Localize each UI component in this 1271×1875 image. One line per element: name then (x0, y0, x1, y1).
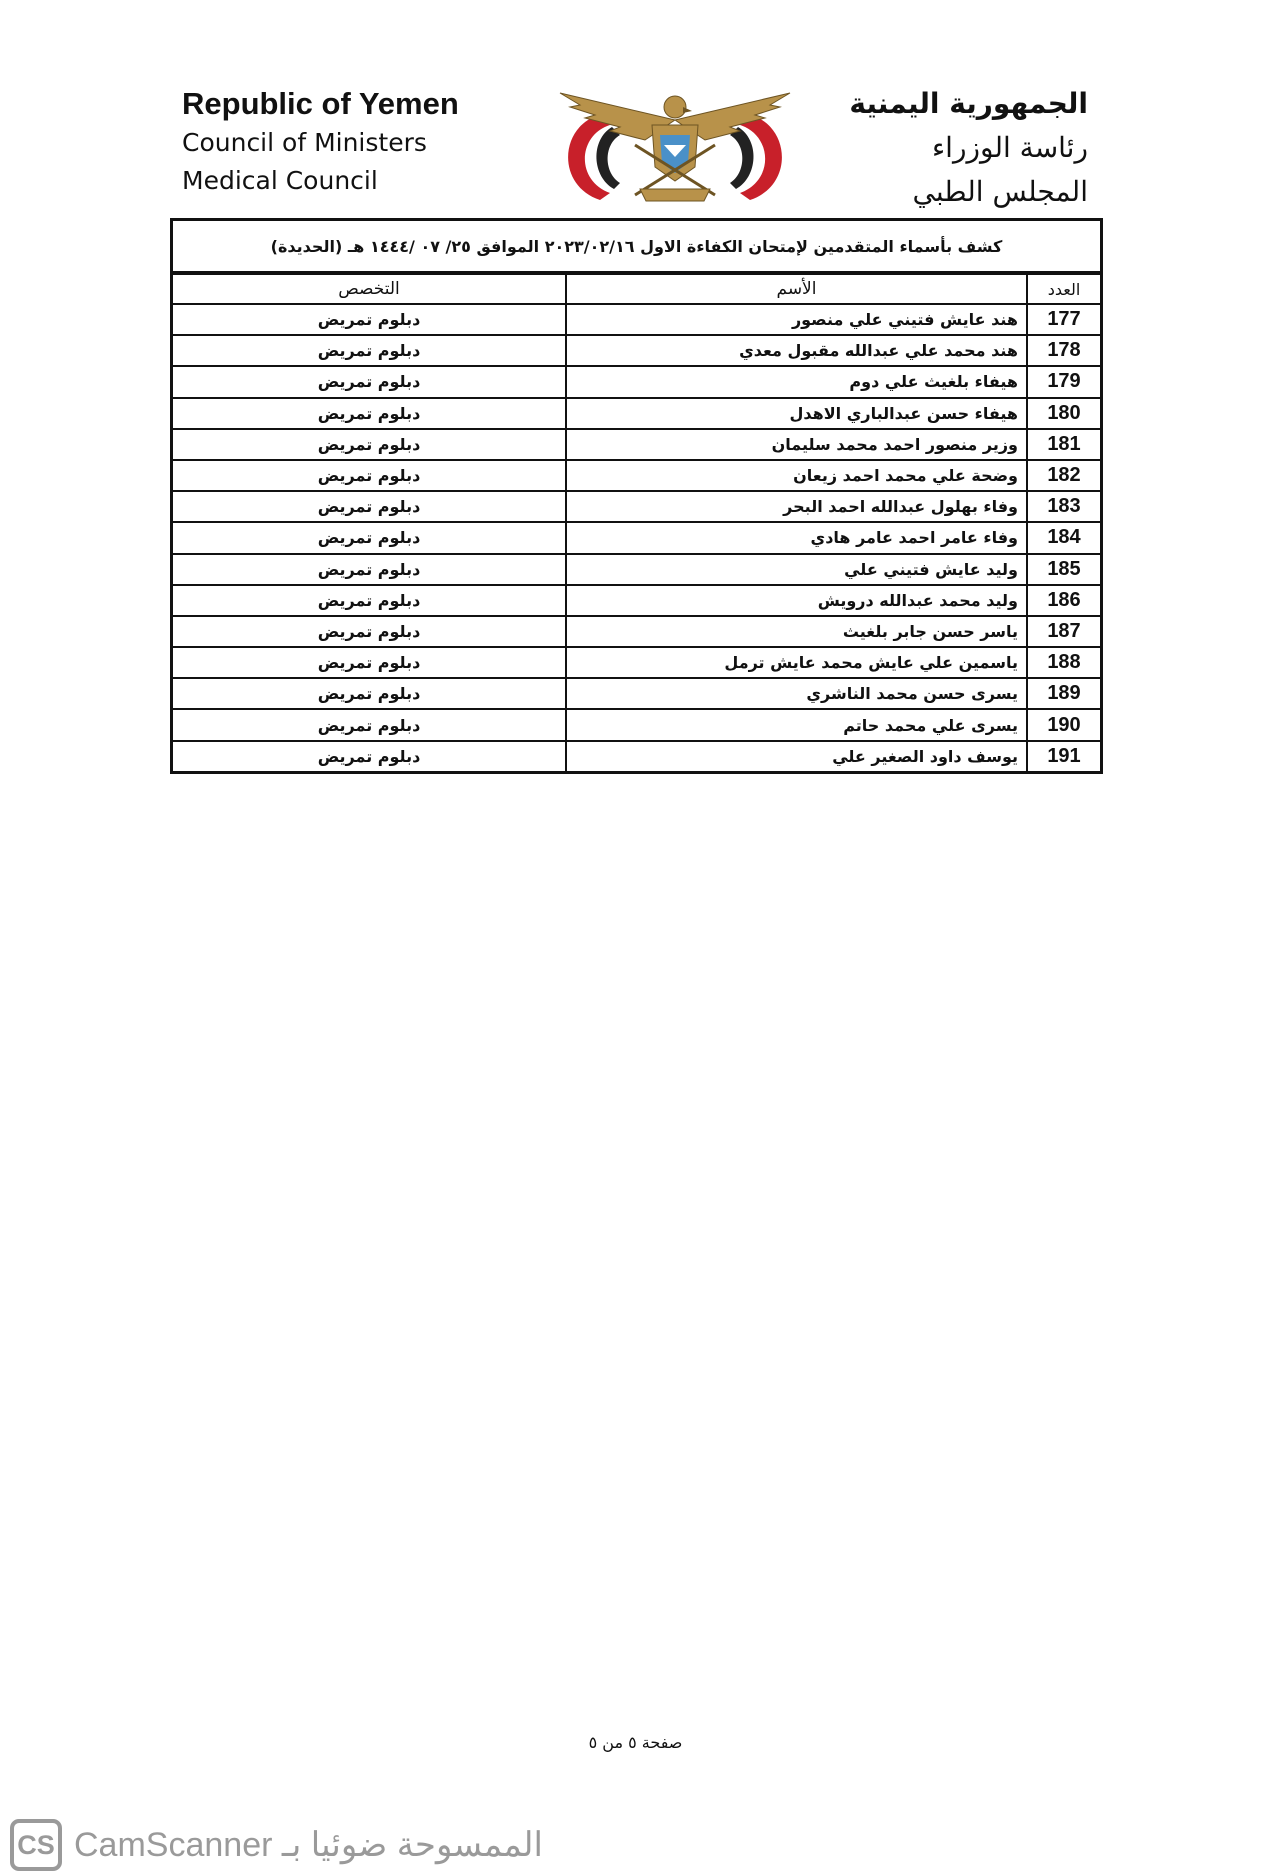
table-row (172, 429, 1102, 460)
row-name: هيفاء بلغيث علي دوم (566, 366, 1027, 397)
arabic-country-name: الجمهورية اليمنية (849, 87, 1088, 120)
row-specialty: دبلوم تمريض (172, 491, 567, 522)
row-number: 182 (1027, 460, 1102, 491)
row-number: 189 (1027, 678, 1102, 709)
table-row (172, 647, 1102, 678)
applicants-table (170, 218, 1103, 774)
row-specialty: دبلوم تمريض (172, 741, 567, 773)
english-council-name: Council of Ministers (182, 128, 427, 157)
row-specialty: دبلوم تمريض (172, 647, 567, 678)
table-row (172, 709, 1102, 740)
english-header (182, 84, 542, 200)
row-number: 185 (1027, 554, 1102, 585)
row-specialty: دبلوم تمريض (172, 616, 567, 647)
row-specialty: دبلوم تمريض (172, 522, 567, 553)
row-name: هند عايش فتيني علي منصور (566, 304, 1027, 335)
table-row (172, 460, 1102, 491)
row-specialty: دبلوم تمريض (172, 398, 567, 429)
row-name: وفاء عامر احمد عامر هادي (566, 522, 1027, 553)
table-header-row (172, 273, 1102, 304)
row-name: هيفاء حسن عبدالباري الاهدل (566, 398, 1027, 429)
row-number: 178 (1027, 335, 1102, 366)
row-name: وزير منصور احمد محمد سليمان (566, 429, 1027, 460)
table-row (172, 741, 1102, 773)
page-number: صفحة ٥ من ٥ (588, 1733, 683, 1752)
table-row (172, 585, 1102, 616)
row-specialty: دبلوم تمريض (172, 304, 567, 335)
row-name: وليد عايش فتيني علي (566, 554, 1027, 585)
row-name: وضحة علي محمد احمد زيعان (566, 460, 1027, 491)
english-medical-council: Medical Council (182, 166, 378, 195)
row-number: 184 (1027, 522, 1102, 553)
row-number: 188 (1027, 647, 1102, 678)
row-name: يوسف داود الصغير علي (566, 741, 1027, 773)
row-number: 181 (1027, 429, 1102, 460)
yemen-eagle-emblem-icon (540, 85, 810, 205)
row-name: وليد محمد عبدالله درويش (566, 585, 1027, 616)
camscanner-text: CamScanner الممسوحة ضوئيا بـ (74, 1826, 543, 1864)
camscanner-watermark (10, 1815, 543, 1875)
arabic-header (788, 82, 1088, 214)
row-name: ياسمين علي عايش محمد عايش ترمل (566, 647, 1027, 678)
camscanner-logo-icon: CS (10, 1819, 62, 1871)
arabic-council-name: رئاسة الوزراء (932, 131, 1088, 164)
table-row (172, 491, 1102, 522)
table-row (172, 616, 1102, 647)
row-number: 191 (1027, 741, 1102, 773)
row-number: 180 (1027, 398, 1102, 429)
row-specialty: دبلوم تمريض (172, 460, 567, 491)
row-number: 183 (1027, 491, 1102, 522)
table-title: كشف بأسماء المتقدمين لإمتحان الكفاءة الاول ٢٠٢٣/٠٢/١٦ الموافق ٢٥/ ٠٧ /١٤٤٤ هـ (الحديدة) (172, 220, 1102, 274)
table-row (172, 335, 1102, 366)
row-name: ياسر حسن جابر بلغيث (566, 616, 1027, 647)
table-row (172, 678, 1102, 709)
row-name: يسرى علي محمد حاتم (566, 709, 1027, 740)
row-name: يسرى حسن محمد الناشري (566, 678, 1027, 709)
row-number: 186 (1027, 585, 1102, 616)
row-number: 187 (1027, 616, 1102, 647)
row-name: وفاء بهلول عبدالله احمد البحر (566, 491, 1027, 522)
row-number: 177 (1027, 304, 1102, 335)
row-specialty: دبلوم تمريض (172, 366, 567, 397)
row-number: 179 (1027, 366, 1102, 397)
row-name: هند محمد علي عبدالله مقبول معدي (566, 335, 1027, 366)
row-specialty: دبلوم تمريض (172, 554, 567, 585)
table-title-row (172, 220, 1102, 274)
row-specialty: دبلوم تمريض (172, 429, 567, 460)
row-specialty: دبلوم تمريض (172, 678, 567, 709)
row-specialty: دبلوم تمريض (172, 709, 567, 740)
row-specialty: دبلوم تمريض (172, 585, 567, 616)
table-row (172, 554, 1102, 585)
english-country-name: Republic of Yemen (182, 86, 459, 121)
header-number: العدد (1027, 273, 1102, 304)
table-row (172, 366, 1102, 397)
table-row (172, 522, 1102, 553)
table-row (172, 398, 1102, 429)
table-row (172, 304, 1102, 335)
header-specialty: التخصص (172, 273, 567, 304)
arabic-medical-council: المجلس الطبي (912, 175, 1088, 208)
header-name: الأسم (566, 273, 1027, 304)
row-number: 190 (1027, 709, 1102, 740)
row-specialty: دبلوم تمريض (172, 335, 567, 366)
